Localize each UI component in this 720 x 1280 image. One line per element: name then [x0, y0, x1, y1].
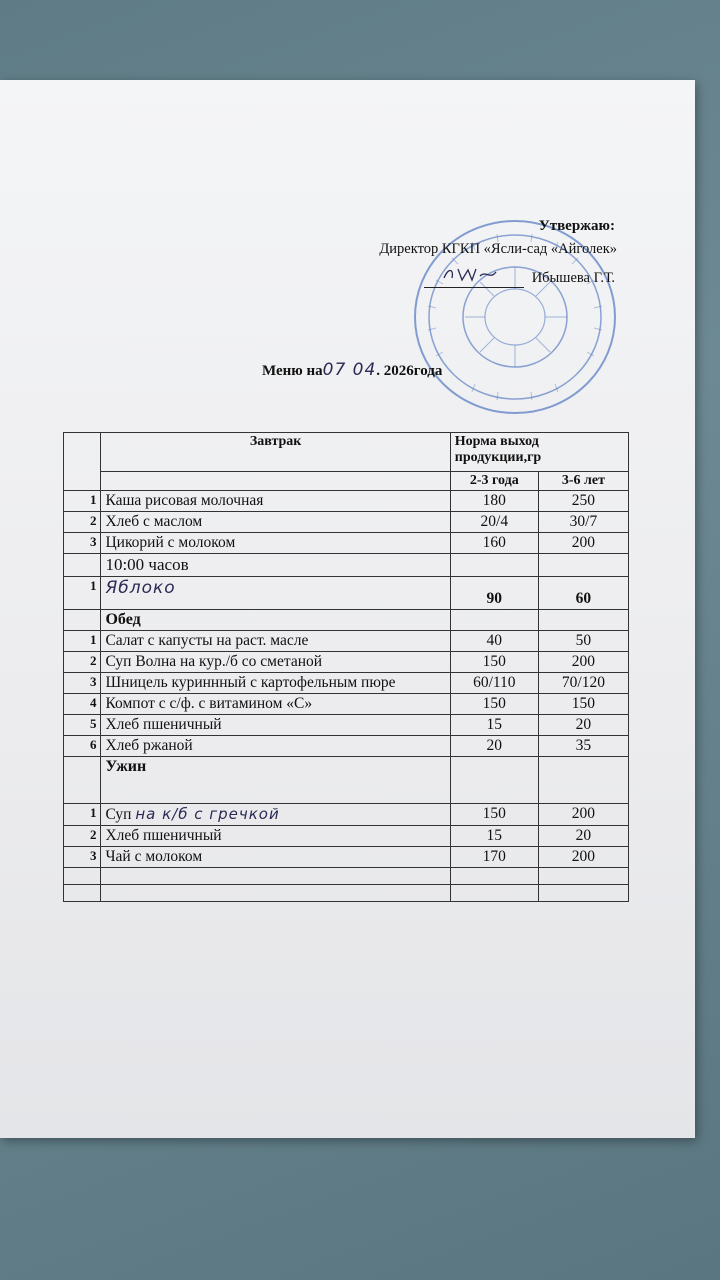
table-row — [64, 847, 629, 868]
dish-name: Компот с с/ф. с витамином «С» — [101, 694, 450, 715]
table-row — [64, 826, 629, 847]
table-row — [64, 673, 629, 694]
table-age-row — [64, 472, 629, 491]
dish-name: Суп Волна на кур./б со сметаной — [101, 652, 450, 673]
norm-2-3: 170 — [450, 847, 538, 868]
menu-table — [63, 432, 629, 902]
norm-2-3: 60/110 — [450, 673, 538, 694]
table-cell — [450, 868, 538, 885]
dish-name: Каша рисовая молочная — [101, 491, 450, 512]
table-cell — [450, 885, 538, 902]
table-header-row — [64, 433, 629, 472]
row-number: 3 — [64, 673, 101, 694]
menu-title-prefix: Меню на — [262, 363, 323, 379]
table-row — [64, 715, 629, 736]
norm-3-6: 70/120 — [538, 673, 628, 694]
dish-name: Хлеб с маслом — [101, 512, 450, 533]
dish-name: Хлеб пшеничный — [101, 826, 450, 847]
approval-title: Утвержаю: — [538, 218, 615, 234]
document-sheet — [0, 80, 695, 1138]
row-number: 5 — [64, 715, 101, 736]
row-number: 3 — [64, 847, 101, 868]
table-row — [64, 491, 629, 512]
norm-3-6: 250 — [538, 491, 628, 512]
dish-name: Шницель куриннный с картофельным пюре — [101, 673, 450, 694]
norm-2-3: 40 — [450, 631, 538, 652]
signature-mark — [424, 266, 524, 288]
norm-2-3: 150 — [450, 694, 538, 715]
table-cell — [64, 610, 101, 631]
table-row — [64, 694, 629, 715]
section-title-lunch: Обед — [101, 610, 450, 631]
table-cell — [538, 610, 628, 631]
norm-2-3: 15 — [450, 826, 538, 847]
table-row — [64, 631, 629, 652]
norm-2-3: 20 — [450, 736, 538, 757]
dish-name: Салат с капусты на раст. масле — [101, 631, 450, 652]
menu-date-handwritten: 07 04 — [322, 360, 377, 380]
empty-row — [64, 885, 629, 902]
table-cell — [538, 757, 628, 804]
dish-name — [101, 804, 450, 826]
norm-3-6: 60 — [538, 577, 628, 610]
table-cell — [101, 472, 450, 491]
menu-title — [262, 360, 442, 380]
norm-3-6: 50 — [538, 631, 628, 652]
row-number: 1 — [64, 577, 101, 610]
norm-2-3: 15 — [450, 715, 538, 736]
norm-3-6: 35 — [538, 736, 628, 757]
table-row — [64, 736, 629, 757]
table-row — [64, 652, 629, 673]
section-title-dinner: Ужин — [101, 757, 450, 804]
table-cell — [64, 868, 101, 885]
norm-2-3: 160 — [450, 533, 538, 554]
table-cell — [450, 554, 538, 577]
table-cell — [538, 885, 628, 902]
table-cell — [64, 433, 101, 491]
row-number: 2 — [64, 826, 101, 847]
norm-2-3: 180 — [450, 491, 538, 512]
table-row — [64, 533, 629, 554]
norm-3-6: 20 — [538, 826, 628, 847]
norm-2-3: 20/4 — [450, 512, 538, 533]
section-row-snack — [64, 554, 629, 577]
header-age-1: 2-3 года — [450, 472, 538, 491]
header-age-2: 3-6 лет — [538, 472, 628, 491]
norm-3-6: 30/7 — [538, 512, 628, 533]
norm-2-3: 90 — [450, 577, 538, 610]
table-cell — [64, 885, 101, 902]
table-cell — [538, 868, 628, 885]
section-row-lunch — [64, 610, 629, 631]
row-number: 2 — [64, 652, 101, 673]
table-cell — [450, 757, 538, 804]
row-number: 6 — [64, 736, 101, 757]
dish-name: Цикорий с молоком — [101, 533, 450, 554]
header-norm: Норма выход продукции,гр — [450, 433, 628, 472]
dish-name-handwritten: Яблоко — [101, 577, 450, 610]
menu-title-suffix: . 2026года — [376, 363, 443, 379]
dish-name-prefix: Суп — [105, 806, 132, 823]
dish-name: Хлеб ржаной — [101, 736, 450, 757]
table-cell — [64, 757, 101, 804]
table-cell — [101, 868, 450, 885]
empty-row — [64, 868, 629, 885]
table-cell — [450, 610, 538, 631]
row-number: 1 — [64, 631, 101, 652]
row-number: 1 — [64, 491, 101, 512]
norm-3-6: 20 — [538, 715, 628, 736]
signer-name: Ибышева Г.Т. — [531, 270, 615, 286]
norm-3-6: 200 — [538, 652, 628, 673]
approval-signature-line — [424, 266, 615, 288]
table-cell — [538, 554, 628, 577]
table-row — [64, 512, 629, 533]
row-number: 1 — [64, 804, 101, 826]
norm-3-6: 200 — [538, 804, 628, 826]
table-row — [64, 804, 629, 826]
row-number: 2 — [64, 512, 101, 533]
table-cell — [64, 554, 101, 577]
section-row-dinner — [64, 757, 629, 804]
section-title-snack: 10:00 часов — [101, 554, 450, 577]
handwritten-signature-icon — [424, 266, 524, 282]
row-number: 4 — [64, 694, 101, 715]
norm-2-3: 150 — [450, 804, 538, 826]
header-meal: Завтрак — [101, 433, 450, 472]
dish-name: Чай с молоком — [101, 847, 450, 868]
norm-3-6: 200 — [538, 533, 628, 554]
table-cell — [101, 885, 450, 902]
approval-director: Директор КГКП «Ясли-сад «Айголек» — [379, 241, 617, 257]
dish-name: Хлеб пшеничный — [101, 715, 450, 736]
norm-2-3: 150 — [450, 652, 538, 673]
norm-3-6: 200 — [538, 847, 628, 868]
table-row — [64, 577, 629, 610]
dish-name-handwritten: на к/б с гречкой — [135, 805, 280, 823]
norm-3-6: 150 — [538, 694, 628, 715]
row-number: 3 — [64, 533, 101, 554]
